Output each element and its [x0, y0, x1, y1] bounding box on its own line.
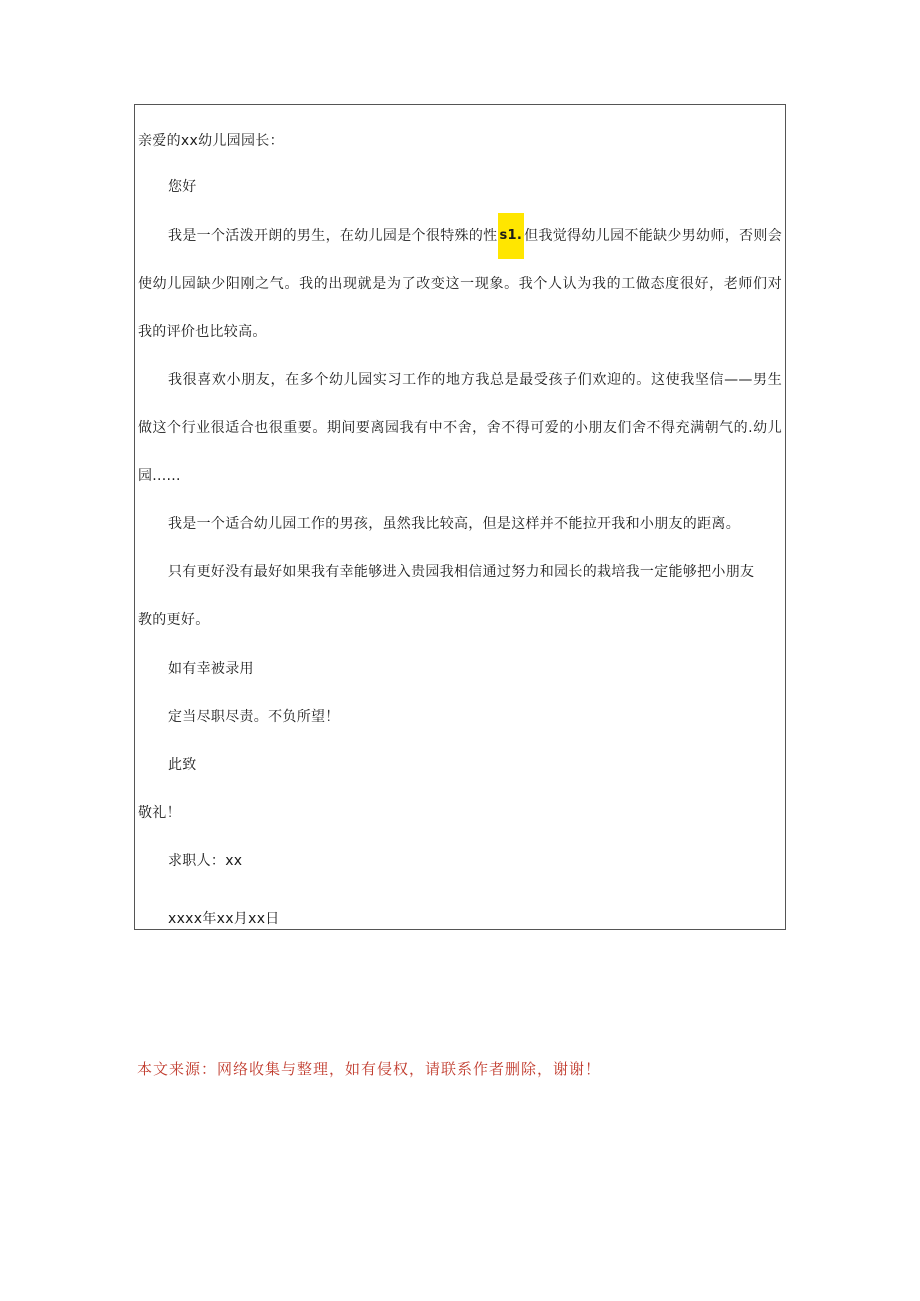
paragraph-1-line-2: 使幼儿园缺少阳刚之气。我的出现就是为了改变这一现象。我个人认为我的工做态度很好，老师们对	[138, 276, 782, 292]
paragraph-4-line-2: 教的更好。	[138, 612, 210, 628]
greeting: 您好	[168, 179, 197, 195]
paragraph-2-line-2: 做这个行业很适合也很重要。期间要离园我有中不舍，舍不得可爱的小朋友们舍不得充满朝气的.幼儿	[138, 420, 782, 436]
paragraph-1-line-1	[168, 227, 782, 245]
date: xxxx年xx月xx日	[168, 911, 280, 927]
paragraph-1-text-a: 我是一个活泼开朗的男生，在幼儿园是个很特殊的性	[168, 228, 498, 244]
salutation: 亲爱的xx幼儿园园长：	[138, 133, 284, 149]
paragraph-6: 定当尽职尽责。不负所望！	[168, 709, 340, 725]
paragraph-5: 如有幸被录用	[168, 661, 254, 677]
signature: 求职人：xx	[168, 853, 243, 869]
paragraph-1-text-b: 但我觉得幼儿园不能缺少男幼师，否则会	[524, 228, 782, 244]
paragraph-3: 我是一个适合幼儿园工作的男孩，虽然我比较高，但是这样并不能拉开我和小朋友的距离。	[168, 516, 740, 532]
closing-line-1: 此致	[168, 757, 197, 773]
letter-frame	[134, 104, 786, 930]
paragraph-4-line-1: 只有更好没有最好如果我有幸能够进入贵园我相信通过努力和园长的栽培我一定能够把小朋友	[168, 564, 755, 580]
paragraph-1-line-3: 我的评价也比较高。	[138, 324, 267, 340]
paragraph-2-line-1: 我很喜欢小朋友，在多个幼儿园实习工作的地方我总是最受孩子们欢迎的。这使我坚信——男生	[168, 372, 782, 388]
source-note: 本文来源：网络收集与整理，如有侵权，请联系作者删除，谢谢！	[137, 1060, 602, 1078]
closing-line-2: 敬礼！	[138, 805, 181, 821]
highlight-mark: s1.	[498, 213, 525, 259]
paragraph-2-line-3: 园......	[138, 468, 181, 484]
